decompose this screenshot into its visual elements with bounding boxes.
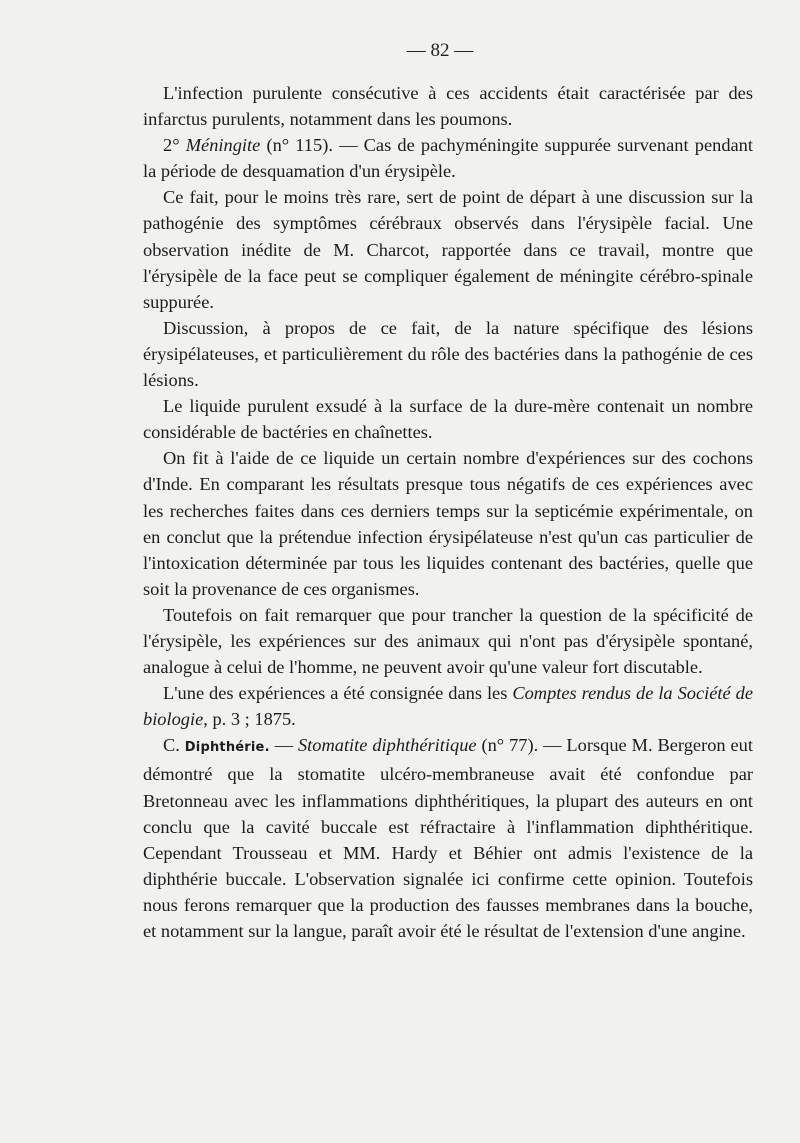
paragraph-pathogenie: Ce fait, pour le moins très rare, sert de point de départ à une discussion sur la pathogénie des symptômes cérébraux observés dans l'érysipèle facial. Une observation inédite de M. Charcot, rapportée dans ce travail, montre que l'érysipèle de la face peut se compliquer également de méningite cérébro-spinale suppurée. bbox=[143, 187, 753, 312]
section-letter: C. bbox=[163, 735, 185, 756]
paragraph-diphtherie-text: (n° 77). — Lorsque M. Bergeron eut démontré que la stomatite ulcéro-membraneuse avait été confondue par Bretonneau avec les inflammations diphthéritiques, la plupart des auteurs en ont conclu que la cavité buccale est réfractaire à l'inflammation diphthéritique. Cependant Trousseau et MM. Hardy et Béhier ont admis l'existence de la diphthérie buccale. L'observation signalée ici confirme cette opinion. Toutefois nous ferons remarquer que la production des fausses membranes dans la bouche, et notamment sur la langue, paraît avoir été le résultat de l'extension d'une angine. bbox=[143, 735, 753, 941]
section-title-stomatite: Stomatite diphthéritique bbox=[297, 735, 477, 756]
paragraph-diphtherie bbox=[143, 732, 753, 944]
paragraph-liquide-purulent: Le liquide purulent exsudé à la surface de la dure-mère contenait un nombre considérable de bactéries en chaînettes. bbox=[143, 396, 753, 443]
paragraph-comptes-rendus bbox=[143, 680, 753, 732]
paragraph-experiences: On fit à l'aide de ce liquide un certain nombre d'expériences sur des cochons d'Inde. En comparant les résultats presque tous négatifs de ces expériences avec les recherches faites dans ces derniers temps sur la septicémie expérimentale, on en conclut que la prétendue infection érysipélateuse n'est qu'un cas particulier de l'intoxication déterminée par tous les liquides contenant des bactéries, quelle que soit la provenance de ces organismes. bbox=[143, 448, 753, 599]
section-title-meningite: Méningite bbox=[185, 135, 261, 156]
section-number: 2° bbox=[163, 135, 186, 156]
paragraph-meningite-text: (n° 115). — Cas de pachyméningite suppurée survenant pendant la période de desquamation d'un érysipèle. bbox=[143, 135, 753, 182]
heading-dash: — bbox=[269, 735, 298, 756]
page-number: — 82 — bbox=[406, 40, 474, 61]
paragraph-comptes-rendus-prefix: L'une des expériences a été consignée dans les bbox=[163, 683, 513, 704]
paragraph-infection-purulente: L'infection purulente consécutive à ces accidents était caractérisée par des infarctus purulents, notamment dans les poumons. bbox=[143, 83, 753, 130]
section-heading-diphtherie: Diphthérie. bbox=[184, 740, 270, 756]
body-text bbox=[143, 80, 753, 944]
paragraph-specificite: Toutefois on fait remarquer que pour trancher la question de la spécificité de l'érysipèle, les expériences sur des animaux qui n'ont pas d'érysipèle spontané, analogue à celui de l'homme, ne peuvent avoir qu'une valeur fort discutable. bbox=[143, 604, 753, 678]
citation-title: Comptes rendus de la Société de biologie bbox=[143, 683, 753, 730]
paragraph-discussion: Discussion, à propos de ce fait, de la nature spécifique des lésions érysipélateuses, et particulièrement du rôle des bactéries dans la pathogénie de ces lésions. bbox=[143, 317, 753, 391]
paragraph-meningite bbox=[143, 132, 753, 184]
citation-reference: , p. 3 ; 1875. bbox=[203, 709, 296, 730]
